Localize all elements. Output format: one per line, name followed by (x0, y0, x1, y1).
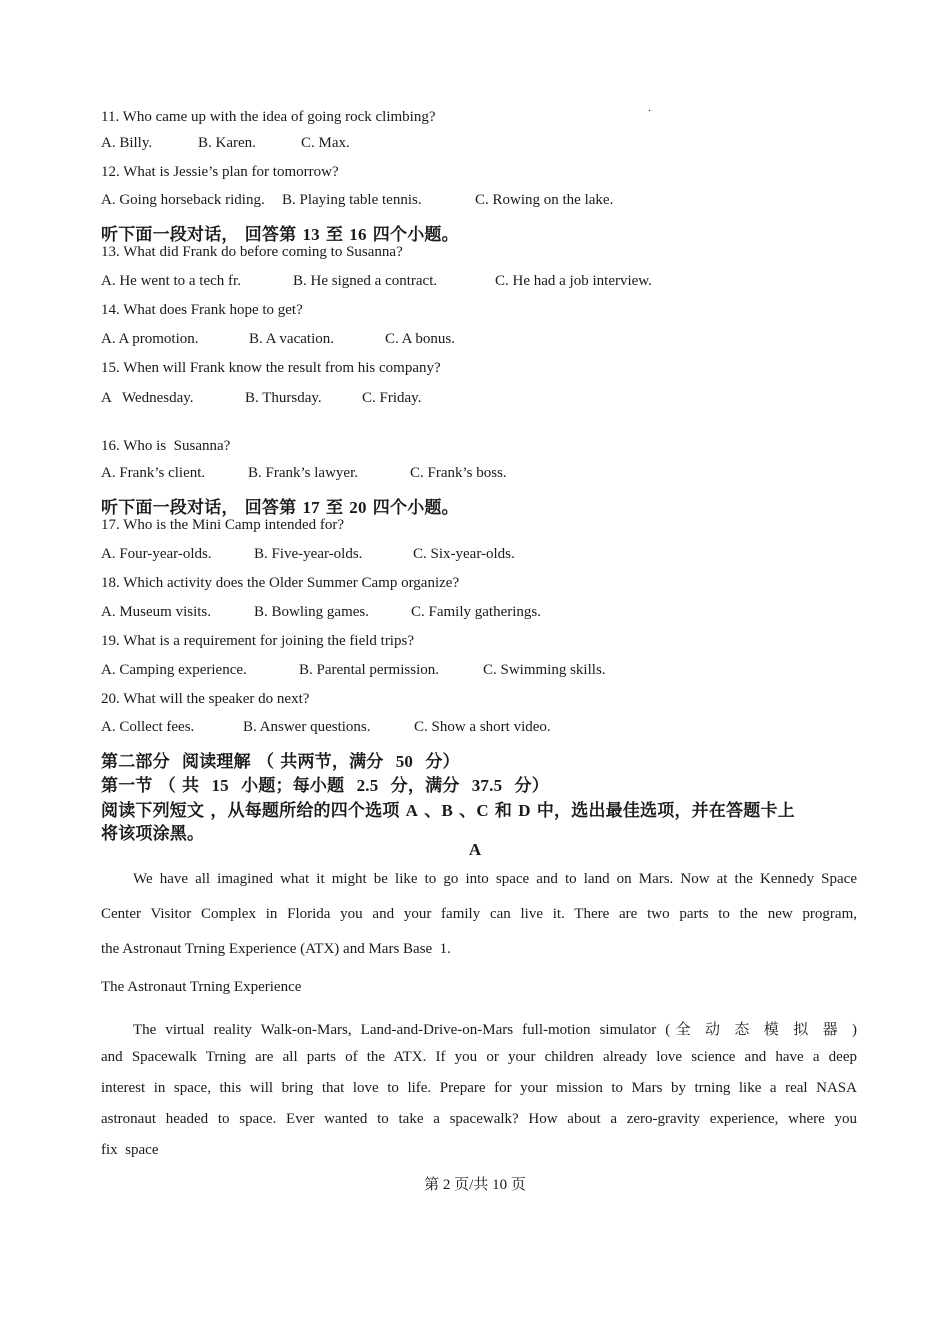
q17-option-c: C. Six-year-olds. (413, 546, 515, 562)
question-20: 20. What will the speaker do next? (101, 691, 310, 707)
section1-heading: 第一节 （ 共 15 小题；每小题 2.5 分，满分 37.5 分） (101, 776, 549, 796)
q18-option-a: A. Museum visits. (101, 604, 212, 620)
question-19: 19. What is a requirement for joining the field trips? (101, 633, 414, 649)
passage-title: A (468, 840, 482, 859)
page-footer: 第 2 页/共 10 页 (424, 1177, 526, 1193)
q14-option-a: A. A promotion. (101, 331, 199, 347)
q19-option-a: A. Camping experience. (101, 662, 247, 678)
q15-option-a: A Wednesday. (101, 390, 194, 406)
q11-option-b: B. Karen. (198, 135, 256, 151)
q11-option-c: C. Max. (301, 135, 350, 151)
q12-option-c: C. Rowing on the lake. (475, 192, 614, 208)
q16-option-a: A. Frank’s client. (101, 465, 206, 481)
passage-p2-line-3: interest in space, this will bring that love to life. Prepare for your mission to Mars by trning like a real NASA (101, 1080, 857, 1096)
q13-option-b: B. He signed a contract. (293, 273, 438, 289)
q14-option-c: C. A bonus. (385, 331, 456, 347)
q15-option-b: B. Thursday. (245, 390, 322, 406)
question-17: 17. Who is the Mini Camp intended for? (101, 517, 345, 533)
q19-option-c: C. Swimming skills. (483, 662, 606, 678)
question-16: 16. Who is Susanna? (101, 438, 231, 454)
question-14: 14. What does Frank hope to get? (101, 302, 303, 318)
q12-option-b: B. Playing table tennis. (282, 192, 422, 208)
q18-option-b: B. Bowling games. (254, 604, 369, 620)
q19-option-b: B. Parental permission. (299, 662, 439, 678)
passage-p1-line-3: the Astronaut Trning Experience (ATX) and Mars Base 1. (101, 941, 451, 957)
instructions-line-1: 阅读下列短文 ，从每题所给的四个选项 A 、B 、C 和 D 中，选出最佳选项，并在答题卡上 (101, 801, 795, 821)
instructions-line-2: 将该项涂黑。 (101, 824, 205, 844)
q12-option-a: A. Going horseback riding. (101, 192, 265, 208)
section-heading-13-16: 听下面一段对话， 回答第 13 至 16 四个小题。 (101, 225, 459, 245)
passage-p2-line-2: and Spacewalk Trning are all parts of the ATX. If you or your children already love science and have a deep (101, 1049, 857, 1065)
question-13: 13. What did Frank do before coming to Susanna? (101, 244, 403, 260)
passage-p1-line-1: We have all imagined what it might be like to go into space and to land on Mars. Now at the Kennedy Space (133, 871, 857, 887)
q13-option-c: C. He had a job interview. (495, 273, 652, 289)
part2-heading: 第二部分 阅读理解 （ 共两节，满分 50 分） (101, 752, 460, 772)
question-18: 18. Which activity does the Older Summer Camp organize? (101, 575, 460, 591)
q20-option-c: C. Show a short video. (414, 719, 551, 735)
q14-option-b: B. A vacation. (249, 331, 334, 347)
q17-option-b: B. Five-year-olds. (254, 546, 363, 562)
q18-option-c: C. Family gatherings. (411, 604, 541, 620)
passage-p2-line-1: The virtual reality Walk-on-Mars, Land-and-Drive-on-Mars full-motion simulator (全 动 态 模 拟 器 ) (133, 1022, 857, 1038)
passage-subheading: The Astronaut Trning Experience (101, 979, 302, 995)
question-12: 12. What is Jessie’s plan for tomorrow? (101, 164, 339, 180)
question-15: 15. When will Frank know the result from his company? (101, 360, 441, 376)
q16-option-b: B. Frank’s lawyer. (248, 465, 358, 481)
passage-p2-line-5: fix space (101, 1142, 159, 1158)
q11-option-a: A. Billy. (101, 135, 153, 151)
q16-option-c: C. Frank’s boss. (410, 465, 507, 481)
q13-option-a: A. He went to a tech fr. (101, 273, 241, 289)
q20-option-b: B. Answer questions. (243, 719, 371, 735)
q15-option-c: C. Friday. (362, 390, 422, 406)
passage-p1-line-2: Center Visitor Complex in Florida you and your family can live it. There are two parts to the new program, (101, 906, 857, 922)
q20-option-a: A. Collect fees. (101, 719, 195, 735)
q17-option-a: A. Four-year-olds. (101, 546, 212, 562)
passage-p2-line-4: astronaut headed to space. Ever wanted to take a spacewalk? How about a zero-gravity experience, where you (101, 1111, 857, 1127)
stray-mark: . (648, 100, 651, 114)
section-heading-17-20: 听下面一段对话， 回答第 17 至 20 四个小题。 (101, 498, 459, 518)
question-11: 11. Who came up with the idea of going rock climbing? (101, 109, 436, 125)
